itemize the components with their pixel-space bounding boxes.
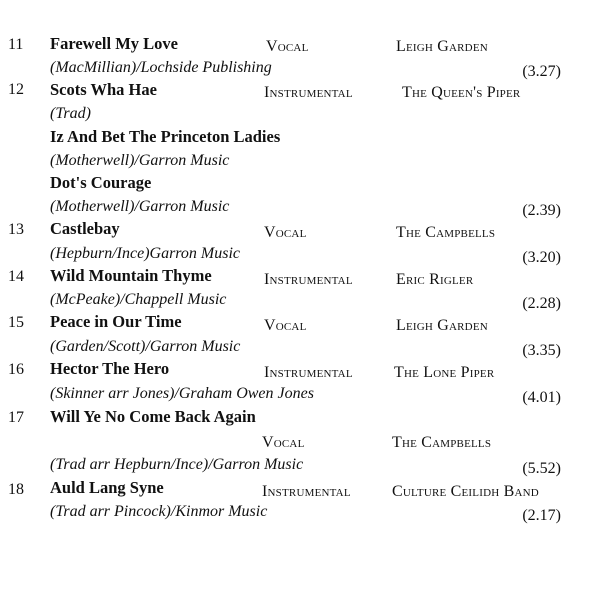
track-subcredit: (Motherwell)/Garron Music — [50, 152, 230, 169]
track-duration: (3.27) — [522, 63, 561, 80]
track-credit: (Skinner arr Jones)/Graham Owen Jones — [50, 385, 314, 402]
track-title: Will Ye No Come Back Again — [50, 407, 256, 426]
track-artist: The Campbells — [396, 224, 496, 241]
track-type: Instrumental — [264, 364, 353, 381]
track-title: Wild Mountain Thyme — [50, 266, 212, 285]
track-artist: Leigh Garden — [396, 317, 488, 334]
track-number: 16 — [8, 361, 24, 378]
track-credit: (Trad arr Pincock)/Kinmor Music — [50, 503, 268, 520]
track-title: Castlebay — [50, 219, 120, 238]
track-subtitle: Iz And Bet The Princeton Ladies — [50, 127, 281, 146]
track-credit: (Trad) — [50, 105, 91, 122]
track-title: Peace in Our Time — [50, 312, 182, 331]
track-artist: Eric Rigler — [396, 271, 474, 288]
track-type: Instrumental — [262, 483, 351, 500]
track-number: 18 — [8, 481, 24, 498]
track-type: Vocal — [266, 38, 309, 55]
track-type: Vocal — [262, 434, 305, 451]
track-type: Instrumental — [264, 84, 353, 101]
track-duration: (2.17) — [522, 507, 561, 524]
track-duration: (5.52) — [522, 460, 561, 477]
track-artist: Culture Ceilidh Band — [392, 483, 539, 500]
track-number: 15 — [8, 314, 24, 331]
track-artist: The Queen's Piper — [402, 84, 521, 101]
track-artist: The Campbells — [392, 434, 492, 451]
track-number: 12 — [8, 81, 24, 98]
track-title: Scots Wha Hae — [50, 80, 157, 99]
track-title: Auld Lang Syne — [50, 478, 164, 497]
track-title: Farewell My Love — [50, 34, 178, 53]
track-type: Instrumental — [264, 271, 353, 288]
track-number: 11 — [8, 36, 24, 53]
track-credit: (Garden/Scott)/Garron Music — [50, 338, 241, 355]
track-duration: (2.39) — [522, 202, 561, 219]
track-number: 17 — [8, 409, 24, 426]
track-duration: (3.35) — [522, 342, 561, 359]
track-type: Vocal — [264, 224, 307, 241]
track-number: 14 — [8, 268, 24, 285]
track-subcredit: (Motherwell)/Garron Music — [50, 198, 230, 215]
track-type: Vocal — [264, 317, 307, 334]
track-credit: (McPeake)/Chappell Music — [50, 291, 227, 308]
track-credit: (MacMillian)/Lochside Publishing — [50, 59, 272, 76]
track-duration: (2.28) — [522, 295, 561, 312]
track-number: 13 — [8, 221, 24, 238]
track-subtitle: Dot's Courage — [50, 173, 152, 192]
track-duration: (4.01) — [522, 389, 561, 406]
track-artist: The Lone Piper — [394, 364, 495, 381]
track-title: Hector The Hero — [50, 359, 170, 378]
track-credit: (Hepburn/Ince)Garron Music — [50, 245, 241, 262]
track-duration: (3.20) — [522, 249, 561, 266]
track-credit: (Trad arr Hepburn/Ince)/Garron Music — [50, 456, 304, 473]
track-artist: Leigh Garden — [396, 38, 488, 55]
